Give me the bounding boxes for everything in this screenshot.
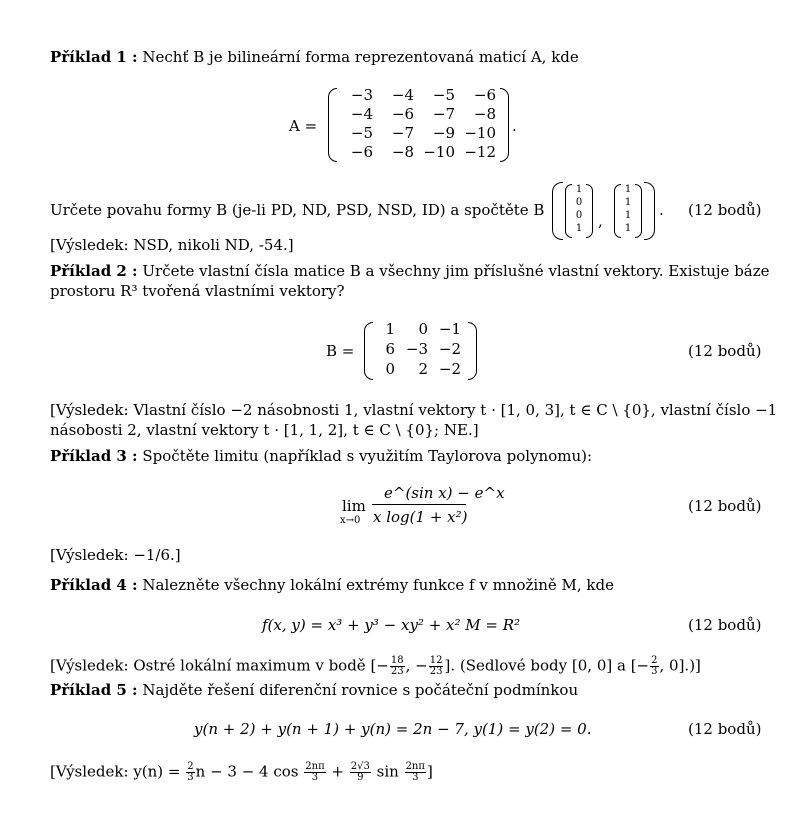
fraction-2npi-3 — [405, 762, 426, 783]
problem-5-result-prefix: [Výsledek: y(n) = — [50, 762, 186, 781]
denominator: 9 — [357, 772, 364, 783]
vector-1-left-paren — [565, 184, 572, 238]
vector-1-component: 1 — [575, 223, 583, 234]
matrix-b-cell: 6 — [385, 340, 395, 358]
problem-4-result-suffix: , 0].)] — [659, 656, 701, 675]
problem-5-points: (12 bodů) — [688, 720, 762, 738]
problem-2-result-line-2: násobosti 2, vlastní vektory t · [1, 1, 2], t ∈ C \ {0}; NE.] — [50, 421, 479, 439]
problem-1-result: [Výsledek: NSD, nikoli ND, -54.] — [50, 236, 294, 254]
matrix-a-right-paren — [500, 88, 509, 162]
limit-numerator: e^(sin x) − e^x — [384, 484, 505, 502]
vector-1-component: 1 — [575, 184, 583, 195]
problem-4-heading: Příklad 4 : — [50, 576, 138, 594]
matrix-a-left-paren — [328, 88, 337, 162]
matrix-a-cell: −12 — [464, 143, 496, 161]
matrix-a-period: . — [512, 117, 517, 135]
matrix-a-cell: −6 — [350, 143, 373, 161]
matrix-a-cell: −4 — [391, 86, 414, 104]
problem-4-points: (12 bodů) — [688, 616, 762, 634]
problem-5-result — [50, 762, 433, 783]
denominator: 23 — [390, 666, 404, 677]
vector-2-component: 1 — [624, 184, 632, 195]
problem-5-formula: y(n + 2) + y(n + 1) + y(n) = 2n − 7, y(1) = y(2) = 0. — [194, 720, 592, 738]
vector-2-component: 1 — [624, 210, 632, 221]
problem-5-result-part-3: sin — [371, 762, 404, 781]
vector-2-right-paren — [635, 184, 642, 238]
vector-1-component: 0 — [575, 210, 583, 221]
problem-5-heading-line — [50, 681, 578, 699]
numerator: 18 — [390, 655, 404, 666]
vector-comma: , — [598, 212, 603, 230]
problem-4-result-mid: ]. (Sedlové body [0, 0] a [− — [444, 656, 650, 675]
matrix-b-cell: 1 — [385, 320, 395, 338]
numerator: 2 — [187, 761, 194, 772]
matrix-b-cell: 0 — [385, 360, 395, 378]
vector-2 — [622, 184, 634, 236]
vector-1-right-paren — [586, 184, 593, 238]
matrix-a-cell: −7 — [391, 124, 414, 142]
problem-4-result: [Výsledek: Ostré lokální maximum v bodě [− $\frac{18}{23}$ , − $\frac{12}{23}$ ]. (Sedlové body [0, 0] a [− $\frac{2}{3}$ , 0].)] — [50, 655, 701, 677]
problem-3-heading-line — [50, 447, 592, 465]
matrix-a-cell: −6 — [473, 86, 496, 104]
limit-fraction-bar — [372, 504, 466, 505]
matrix-b-cell: 0 — [418, 320, 428, 338]
limit-operator: lim — [342, 497, 366, 515]
matrix-a — [338, 86, 504, 162]
problem-3-points: (12 bodů) — [688, 497, 762, 515]
matrix-b — [368, 320, 468, 380]
b-outer-right-paren — [644, 182, 655, 240]
problem-4-formula: f(x, y) = x³ + y³ − xy² + x² M = R² — [262, 616, 521, 634]
matrix-b-cell: 2 — [418, 360, 428, 378]
problem-2-heading: Příklad 2 : — [50, 262, 138, 280]
fraction-2-3 — [186, 762, 194, 783]
matrix-b-cell: −1 — [438, 320, 461, 338]
vector-1 — [573, 184, 585, 236]
vector-1-component: 0 — [575, 197, 583, 208]
matrix-a-cell: −9 — [432, 124, 455, 142]
matrix-a-cell: −8 — [391, 143, 414, 161]
problem-4-heading-line — [50, 576, 614, 594]
problem-4-result-prefix: [Výsledek: Ostré lokální maximum v bodě [− — [50, 656, 389, 675]
matrix-a-cell: −7 — [432, 105, 455, 123]
problem-5-result-part-2: + — [326, 762, 349, 781]
numerator: 2 — [651, 655, 658, 666]
matrix-a-cell: −10 — [464, 124, 496, 142]
problem-5-result-part-1: n − 3 − 4 cos — [195, 762, 304, 781]
problem-2-text-line-2: prostoru R³ tvořená vlastními vektory? — [50, 282, 345, 300]
vector-2-component: 1 — [624, 197, 632, 208]
fraction-2-3 — [650, 656, 658, 677]
limit-denominator: x log(1 + x²) — [373, 508, 468, 526]
numerator: 2√3 — [350, 761, 370, 772]
problem-1-question: Určete povahu formy B (je-li PD, ND, PSD, NSD, ID) a spočtěte B — [50, 201, 545, 219]
matrix-a-label: A = — [289, 117, 318, 135]
problem-3-result: [Výsledek: −1/6.] — [50, 546, 181, 564]
problem-2-points: (12 bodů) — [688, 342, 762, 360]
problem-1-heading-line — [50, 48, 579, 66]
matrix-a-cell: −3 — [350, 86, 373, 104]
denominator: 3 — [311, 772, 319, 783]
fraction-2npi-3 — [304, 762, 325, 783]
b-outer-left-paren — [552, 182, 563, 240]
b-period: . — [659, 201, 664, 219]
matrix-a-cell: −5 — [432, 86, 455, 104]
problem-2-text-line-1: Určete vlastní čísla matice B a všechny jim příslušné vlastní vektory. Existuje báze — [142, 262, 770, 280]
matrix-a-cell: −6 — [391, 105, 414, 123]
problem-5-heading: Příklad 5 : — [50, 681, 138, 699]
problem-3-heading: Příklad 3 : — [50, 447, 138, 465]
matrix-a-cell: −4 — [350, 105, 373, 123]
numerator: 2nπ — [405, 761, 425, 772]
denominator: 3 — [651, 666, 658, 677]
matrix-b-cell: −3 — [405, 340, 428, 358]
matrix-b-label: B = — [326, 342, 355, 360]
fraction-12-23 — [429, 656, 444, 677]
problem-5-text: Najděte řešení diferenční rovnice s počáteční podmínkou — [142, 681, 579, 699]
problem-1-heading: Příklad 1 : — [50, 48, 138, 66]
matrix-a-cell: −10 — [423, 143, 455, 161]
matrix-b-cell: −2 — [438, 360, 461, 378]
denominator: 3 — [412, 772, 419, 783]
vector-2-component: 1 — [624, 223, 632, 234]
matrix-a-cell: −8 — [473, 105, 496, 123]
matrix-b-cell: −2 — [438, 340, 461, 358]
problem-2-result-line-1: [Výsledek: Vlastní číslo −2 násobnosti 1, vlastní vektory t · [1, 0, 3], t ∈ C \ {0}, vlastní číslo −1 — [50, 401, 778, 419]
limit-subscript: x→0 — [340, 515, 361, 526]
vector-2-left-paren — [614, 184, 621, 238]
fraction-18-23 — [390, 656, 405, 677]
numerator: 2nπ — [305, 761, 325, 772]
problem-1-text: Nechť B je bilineární forma reprezentovaná maticí A, kde — [142, 48, 579, 66]
matrix-b-right-paren — [468, 322, 477, 380]
numerator: 12 — [429, 655, 443, 666]
problem-5-result-part-4: ] — [426, 762, 433, 781]
matrix-a-cell: −5 — [350, 124, 373, 142]
problem-2-heading-line — [50, 262, 770, 280]
denominator: 23 — [429, 666, 443, 677]
problem-1-points: (12 bodů) — [688, 201, 762, 219]
fraction-2sqrt3-9 — [350, 762, 371, 783]
problem-3-text: Spočtěte limitu (například s využitím Taylorova polynomu): — [142, 447, 593, 465]
problem-4-text: Nalezněte všechny lokální extrémy funkce f v množině M, kde — [142, 576, 614, 594]
denominator: 3 — [187, 772, 194, 783]
